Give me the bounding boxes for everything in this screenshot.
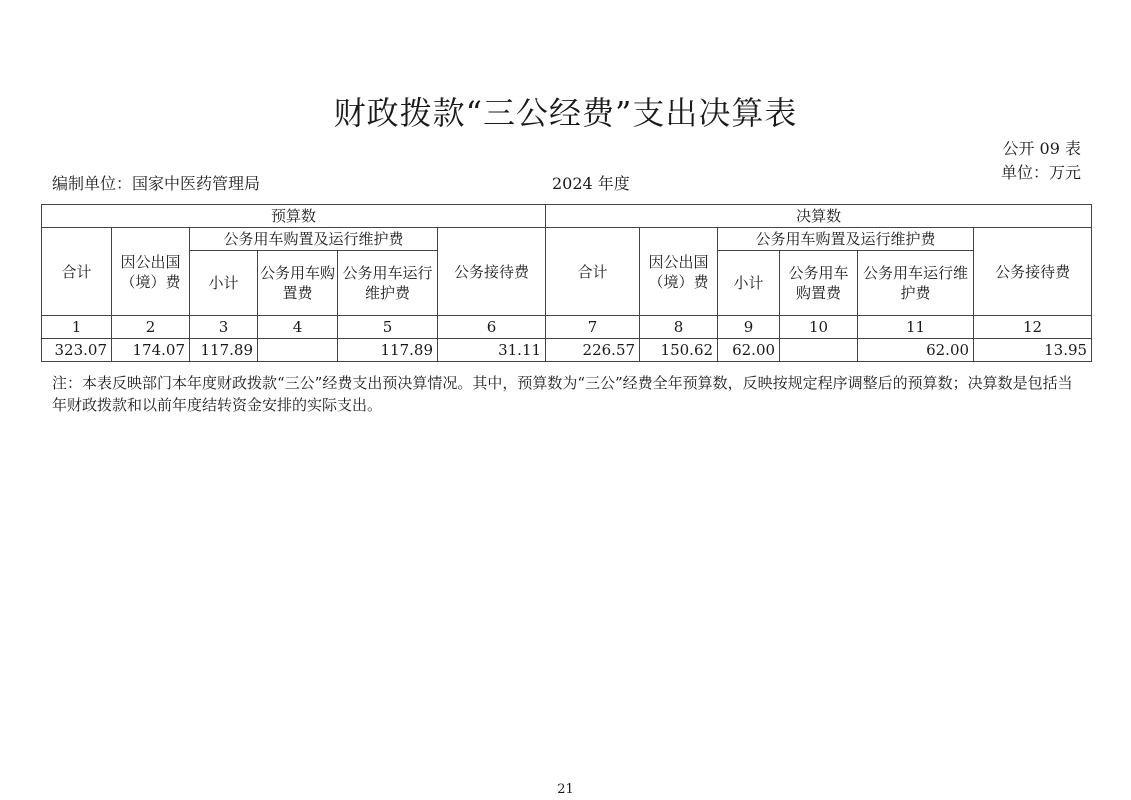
value-cell: 174.07 [112,339,190,362]
unit-label: 单位：万元 [1000,163,1081,182]
col-header-total: 合计 [42,228,112,316]
col-header-vehicle-purchase: 公务用车购置费 [258,251,338,316]
column-number: 5 [338,316,438,339]
column-number: 1 [42,316,112,339]
col-header-subtotal: 小计 [718,251,780,316]
value-cell [258,339,338,362]
value-cell: 62.00 [718,339,780,362]
col-header-total: 合计 [546,228,640,316]
value-cell: 226.57 [546,339,640,362]
value-cell: 31.11 [438,339,546,362]
expenditure-table [41,204,1092,362]
column-number: 4 [258,316,338,339]
column-number: 12 [974,316,1092,339]
budget-header: 预算数 [42,205,546,228]
column-number: 11 [858,316,974,339]
col-header-vehicle-group: 公务用车购置及运行维护费 [718,228,974,251]
value-cell: 117.89 [190,339,258,362]
year-label: 2024 年度 [552,174,630,193]
table-row [42,339,1092,362]
value-cell: 323.07 [42,339,112,362]
col-header-vehicle-ops: 公务用车运行维护费 [858,251,974,316]
value-cell: 117.89 [338,339,438,362]
value-cell: 150.62 [640,339,718,362]
column-number: 9 [718,316,780,339]
value-cell [780,339,858,362]
value-cell: 13.95 [974,339,1092,362]
col-header-reception: 公务接待费 [974,228,1092,316]
footnote: 注：本表反映部门本年度财政拨款“三公”经费支出预决算情况。其中，预算数为“三公”经费全年预算数，反映按规定程序调整后的预算数；决算数是包括当年财政拨款和以前年度结转资金安排的实际支出。 [52,374,1073,414]
col-header-vehicle-group: 公务用车购置及运行维护费 [190,228,438,251]
page-number: 21 [557,782,574,797]
col-header-abroad: 因公出国（境）费 [112,228,190,316]
column-number: 6 [438,316,546,339]
column-number: 3 [190,316,258,339]
col-header-vehicle-ops: 公务用车运行维护费 [338,251,438,316]
column-number: 8 [640,316,718,339]
value-cell: 62.00 [858,339,974,362]
organization-label: 编制单位：国家中医药管理局 [52,174,261,193]
col-header-abroad: 因公出国（境）费 [640,228,718,316]
form-number: 公开 09 表 [1002,139,1081,158]
column-number: 2 [112,316,190,339]
column-number: 10 [780,316,858,339]
col-header-vehicle-purchase: 公务用车购置费 [780,251,858,316]
final-header: 决算数 [546,205,1092,228]
col-header-reception: 公务接待费 [438,228,546,316]
column-number-row [42,316,1092,339]
page-title: 财政拨款“三公经费”支出决算表 [333,94,798,132]
column-number: 7 [546,316,640,339]
col-header-subtotal: 小计 [190,251,258,316]
